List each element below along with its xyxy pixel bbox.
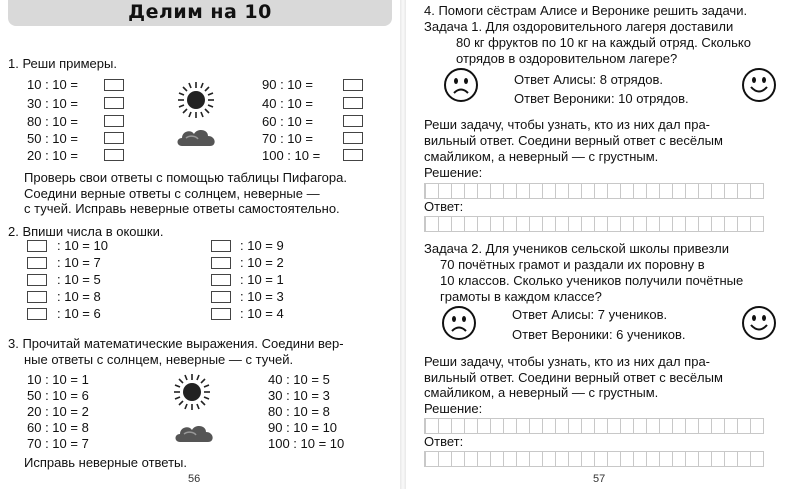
problem2-instruction-line-2: вильный ответ. Соедини верный ответ с весёлым [424,370,723,385]
task1-header: 1. Реши примеры. [8,56,117,71]
answer-box[interactable] [27,240,47,252]
task1-expr-right-2: 40 : 10 = [262,96,313,111]
task2-expr-left-1: : 10 = 10 [57,238,108,253]
answer-box[interactable] [104,97,124,109]
problem1-answer-label: Ответ: [424,199,464,214]
task2-expr-left-3: : 10 = 5 [57,272,101,287]
answer-box[interactable] [27,274,47,286]
task3-expr-right-4[interactable]: 90 : 10 = 10 [268,420,338,435]
problem2-text-line-2: 70 почётных грамот и раздали их поровну в [440,257,705,272]
answer-box[interactable] [27,291,47,303]
answer-box[interactable] [343,97,363,109]
problem2-solution-label: Решение: [424,401,483,416]
task1-expr-left-5: 20 : 10 = [27,148,78,163]
happy-smiley-icon[interactable] [742,68,776,102]
answer-box[interactable] [211,240,231,252]
task2-expr-left-2: : 10 = 7 [57,255,101,270]
task1-note-line-3: с тучей. Исправь неверные ответы самостоятельно. [24,201,340,216]
task1-expr-right-5: 100 : 10 = [262,148,321,163]
task2-expr-left-4: : 10 = 8 [57,289,101,304]
task2-header: 2. Впиши числа в окошки. [8,224,164,239]
task1-expr-left-3: 80 : 10 = [27,114,78,129]
page-number-right: 57 [593,473,606,485]
problem1-answer-alice: Ответ Алисы: 8 отрядов. [514,72,663,87]
task3-header-line-2: ные ответы с солнцем, неверные — с тучей. [24,352,294,367]
answer-box[interactable] [27,308,47,320]
task2-expr-right-2: : 10 = 2 [240,255,284,270]
sun-icon[interactable] [176,80,216,120]
task2-expr-right-1: : 10 = 9 [240,238,284,253]
problem1-instruction-line-2: вильный ответ. Соедини верный ответ с весёлым [424,133,723,148]
problem1-instruction-line-1: Реши задачу, чтобы узнать, кто из них дал пра- [424,117,711,132]
task1-expr-left-4: 50 : 10 = [27,131,78,146]
problem2-answer-alice: Ответ Алисы: 7 учеников. [512,307,668,322]
problem1-text-line-1: Задача 1. Для оздоровительного лагеря доставили [424,19,734,34]
task1-note-line-1: Проверь свои ответы с помощью таблицы Пифагора. [24,170,347,185]
problem2-instruction-line-1: Реши задачу, чтобы узнать, кто из них дал пра- [424,354,711,369]
problem1-instruction-line-3: смайликом, а неверный — с грустным. [424,149,659,164]
task3-expr-right-3[interactable]: 80 : 10 = 8 [268,404,330,419]
answer-box[interactable] [104,149,124,161]
answer-box[interactable] [211,257,231,269]
task3-expr-right-1[interactable]: 40 : 10 = 5 [268,372,330,387]
task1-expr-right-4: 70 : 10 = [262,131,313,146]
task1-expr-left-2: 30 : 10 = [27,96,78,111]
answer-box[interactable] [211,274,231,286]
answer-box[interactable] [343,79,363,91]
answer-box[interactable] [343,132,363,144]
happy-smiley-icon[interactable] [742,306,776,340]
sad-smiley-icon[interactable] [444,68,478,102]
problem2-text-line-4: грамоты в каждом классе? [440,289,602,304]
task2-expr-right-3: : 10 = 1 [240,272,284,287]
problem2-answer-label: Ответ: [424,434,464,449]
title-bar [8,0,392,26]
task3-expr-right-5[interactable]: 100 : 10 = 10 [268,436,345,451]
problem2-instruction-line-3: смайликом, а неверный — с грустным. [424,385,659,400]
task1-expr-right-1: 90 : 10 = [262,77,313,92]
task2-expr-right-4: : 10 = 3 [240,289,284,304]
answer-box[interactable] [27,257,47,269]
page-title: Делим на 10 [128,1,272,23]
solution-grid[interactable] [424,183,764,199]
cloud-icon[interactable] [176,126,218,150]
cloud-icon[interactable] [174,422,216,446]
right-page [406,0,800,489]
sun-icon[interactable] [172,372,212,412]
task1-expr-right-3: 60 : 10 = [262,114,313,129]
task3-expr-right-2[interactable]: 30 : 10 = 3 [268,388,330,403]
problem2-answer-veronika: Ответ Вероники: 6 учеников. [512,327,686,342]
task3-expr-left-4[interactable]: 60 : 10 = 8 [27,420,89,435]
answer-box[interactable] [104,115,124,127]
task1-expr-left-1: 10 : 10 = [27,77,78,92]
problem1-text-line-3: отрядов в оздоровительном лагере? [456,51,678,66]
task3-expr-left-2[interactable]: 50 : 10 = 6 [27,388,89,403]
task2-expr-right-5: : 10 = 4 [240,306,284,321]
task4-header: 4. Помоги сёстрам Алисе и Веронике решить задачи. [424,3,748,18]
answer-box[interactable] [104,132,124,144]
answer-box[interactable] [104,79,124,91]
sad-smiley-icon[interactable] [442,306,476,340]
answer-box[interactable] [211,308,231,320]
problem1-solution-label: Решение: [424,165,483,180]
page-number-left: 56 [188,473,201,485]
task1-note-line-2: Соедини верные ответы с солнцем, неверные — [24,186,320,201]
answer-box[interactable] [211,291,231,303]
answer-box[interactable] [343,149,363,161]
task3-expr-left-3[interactable]: 20 : 10 = 2 [27,404,89,419]
problem1-answer-veronika: Ответ Вероники: 10 отрядов. [514,91,689,106]
task3-header-line-1: 3. Прочитай математические выражения. Соедини вер- [8,336,344,351]
task2-expr-left-5: : 10 = 6 [57,306,101,321]
problem2-text-line-1: Задача 2. Для учеников сельской школы привезли [424,241,729,256]
problem2-text-line-3: 10 классов. Сколько учеников получили почётные [440,273,744,288]
answer-grid[interactable] [424,216,764,232]
answer-box[interactable] [343,115,363,127]
task3-footer: Исправь неверные ответы. [24,455,187,470]
task3-expr-left-5[interactable]: 70 : 10 = 7 [27,436,89,451]
answer-grid[interactable] [424,451,764,467]
solution-grid[interactable] [424,418,764,434]
problem1-text-line-2: 80 кг фруктов по 10 кг на каждый отряд. Сколько [456,35,751,50]
task3-expr-left-1[interactable]: 10 : 10 = 1 [27,372,89,387]
